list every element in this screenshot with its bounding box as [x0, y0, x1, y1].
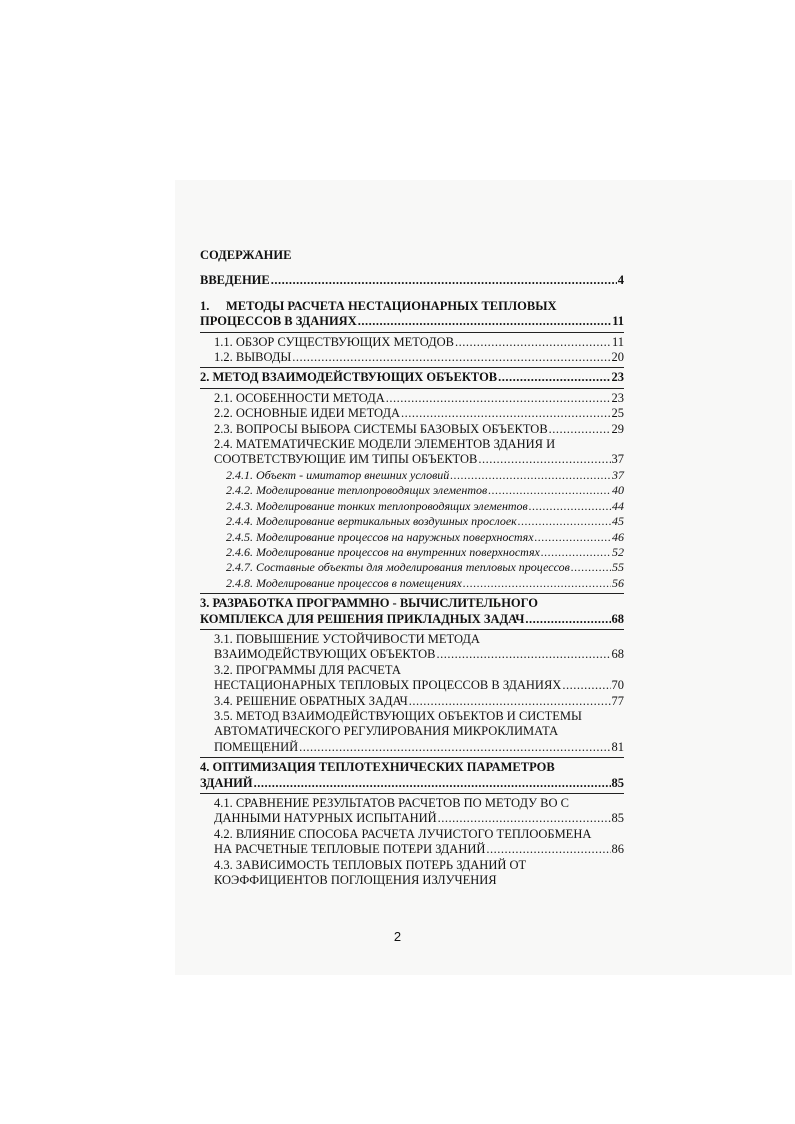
toc-entry-text: 3.4. РЕШЕНИЕ ОБРАТНЫХ ЗАДАЧ: [214, 693, 408, 708]
toc-title: СОДЕРЖАНИЕ: [200, 248, 292, 262]
divider: [200, 757, 624, 758]
divider: [200, 593, 624, 594]
toc-entry-page: 11: [612, 314, 624, 329]
leader-dots: [358, 314, 611, 329]
leader-dots: [486, 842, 610, 857]
toc-entry-page: 23: [611, 370, 624, 385]
divider: [200, 793, 624, 794]
toc-entry-1-2[interactable]: [214, 350, 624, 365]
toc-entry-4-1[interactable]: [214, 796, 624, 827]
toc-entry-text: НЕСТАЦИОНАРНЫХ ТЕПЛОВЫХ ПРОЦЕССОВ В ЗДАНИЯХ: [214, 678, 562, 693]
toc-entry-introduction[interactable]: [200, 273, 624, 288]
toc-entry-text: КОМПЛЕКСА ДЛЯ РЕШЕНИЯ ПРИКЛАДНЫХ ЗАДАЧ: [200, 611, 525, 626]
toc-entry-1-1[interactable]: [214, 335, 624, 350]
table-of-contents: [200, 248, 624, 888]
toc-entry-text: ДАННЫМИ НАТУРНЫХ ИСПЫТАНИЙ: [214, 811, 437, 826]
leader-dots: [299, 740, 610, 755]
toc-entry-page: 85: [611, 775, 624, 790]
leader-dots: [535, 530, 611, 545]
toc-entry-page: 37: [611, 452, 624, 467]
toc-entry-page: 20: [611, 350, 624, 365]
toc-entry-text: 2.4.7. Составные объекты для моделирования тепловых процессов: [226, 560, 570, 575]
leader-dots: [450, 468, 611, 483]
toc-entry-4-3[interactable]: [214, 858, 624, 889]
toc-entry-chapter-3[interactable]: [200, 596, 624, 627]
leader-dots: [463, 576, 611, 591]
toc-entry-2-4-5[interactable]: [226, 530, 624, 545]
toc-entry-3-2[interactable]: [214, 663, 624, 694]
leader-dots: [498, 370, 610, 385]
leader-dots: [438, 811, 611, 826]
toc-entry-page: 45: [612, 514, 624, 529]
toc-entry-page: 81: [611, 739, 624, 754]
toc-entry-text-line1: 3.2. ПРОГРАММЫ ДЛЯ РАСЧЕТА: [214, 662, 401, 677]
toc-entry-page: 52: [612, 544, 624, 559]
toc-entry-text: НА РАСЧЕТНЫЕ ТЕПЛОВЫЕ ПОТЕРИ ЗДАНИЙ: [214, 842, 486, 857]
toc-entry-text: 2.4.5. Моделирование процессов на наружных поверхностях: [226, 529, 534, 544]
leader-dots: [271, 273, 617, 288]
toc-entry-text-line1: 2.4. МАТЕМАТИЧЕСКИЕ МОДЕЛИ ЭЛЕМЕНТОВ ЗДАНИЯ И: [214, 437, 556, 452]
toc-entry-text-line1: 4.1. СРАВНЕНИЕ РЕЗУЛЬТАТОВ РАСЧЕТОВ ПО МЕТОДУ ВО С: [214, 796, 569, 810]
leader-dots: [562, 678, 610, 693]
toc-entry-text: 1.1. ОБЗОР СУЩЕСТВУЮЩИХ МЕТОДОВ: [214, 334, 455, 349]
toc-entry-text-line1: 3.5. МЕТОД ВЗАИМОДЕЙСТВУЮЩИХ ОБЪЕКТОВ И СИСТЕМЫ: [214, 708, 582, 723]
toc-entry-text: 1.2. ВЫВОДЫ: [214, 350, 292, 365]
toc-entry-page: 68: [611, 647, 624, 662]
toc-entry-page: 40: [612, 483, 624, 498]
toc-entry-chapter-1[interactable]: [200, 299, 624, 330]
toc-entry-2-4-2[interactable]: [226, 483, 624, 498]
toc-entry-text: ПРОЦЕССОВ В ЗДАНИЯХ: [200, 314, 357, 329]
leader-dots: [541, 545, 611, 560]
page-number: 2: [393, 929, 402, 944]
leader-dots: [571, 560, 611, 575]
toc-entry-3-5[interactable]: [214, 709, 624, 755]
toc-entry-text: 2.4.2. Моделирование теплопроводящих элементов: [226, 483, 488, 498]
toc-entry-2-1[interactable]: [214, 391, 624, 406]
toc-entry-2-3[interactable]: [214, 422, 624, 437]
leader-dots: [518, 514, 611, 529]
toc-entry-text-line1: 4. ОПТИМИЗАЦИЯ ТЕПЛОТЕХНИЧЕСКИХ ПАРАМЕТРОВ: [200, 760, 555, 775]
leader-dots: [488, 483, 611, 498]
leader-dots: [409, 694, 611, 709]
toc-entry-text: ПОМЕЩЕНИЙ: [214, 739, 299, 754]
toc-entry-page: 25: [611, 406, 624, 421]
toc-entry-text: СООТВЕТСТВУЮЩИЕ ИМ ТИПЫ ОБЪЕКТОВ: [214, 452, 478, 467]
toc-entry-page: 4: [617, 273, 624, 288]
toc-entry-text-line1: 4.3. ЗАВИСИМОСТЬ ТЕПЛОВЫХ ПОТЕРЬ ЗДАНИЙ ОТ: [214, 857, 527, 872]
toc-entry-text: 2.4.4. Моделирование вертикальных воздушных прослоек: [226, 514, 517, 529]
toc-entry-text: 2. МЕТОД ВЗАИМОДЕЙСТВУЮЩИХ ОБЪЕКТОВ: [200, 370, 498, 385]
leader-dots: [386, 391, 611, 406]
toc-entry-text-line2: КОЭФФИЦИЕНТОВ ПОГЛОЩЕНИЯ ИЗЛУЧЕНИЯ: [214, 873, 497, 888]
toc-entry-text: 2.3. ВОПРОСЫ ВЫБОРА СИСТЕМЫ БАЗОВЫХ ОБЪЕКТОВ: [214, 421, 548, 436]
toc-entry-page: 11: [611, 334, 624, 349]
toc-entry-page: 37: [612, 467, 624, 482]
leader-dots: [549, 422, 611, 437]
toc-entry-text-line1: МЕТОДЫ РАСЧЕТА НЕСТАЦИОНАРНЫХ ТЕПЛОВЫХ: [226, 298, 557, 313]
toc-entry-text: ЗДАНИЙ: [200, 775, 253, 790]
toc-entry-text: ВВЕДЕНИЕ: [200, 273, 270, 288]
toc-entry-page: 46: [612, 529, 624, 544]
toc-entry-text: 2.4.1. Объект - имитатор внешних условий: [226, 467, 450, 482]
toc-entry-2-4-1[interactable]: [226, 468, 624, 483]
toc-entry-page: 68: [611, 611, 624, 626]
toc-entry-2-4[interactable]: [214, 437, 624, 468]
toc-entry-page: 77: [611, 693, 624, 708]
toc-entry-text-line1: 4.2. ВЛИЯНИЕ СПОСОБА РАСЧЕТА ЛУЧИСТОГО ТЕПЛООБМЕНА: [214, 826, 592, 841]
toc-entry-3-1[interactable]: [214, 632, 624, 663]
toc-entry-page: 85: [611, 811, 624, 826]
toc-entry-text: 2.4.6. Моделирование процессов на внутренних поверхностях: [226, 544, 540, 559]
toc-entry-text-line1: 3.1. ПОВЫШЕНИЕ УСТОЙЧИВОСТИ МЕТОДА: [214, 631, 480, 646]
leader-dots: [292, 350, 610, 365]
toc-entry-page: 55: [612, 560, 624, 575]
toc-entry-2-4-3[interactable]: [226, 499, 624, 514]
toc-entry-number: 1.: [200, 298, 210, 313]
leader-dots: [525, 612, 610, 627]
toc-entry-text-line1: 3. РАЗРАБОТКА ПРОГРАММНО - ВЫЧИСЛИТЕЛЬНОГО: [200, 596, 539, 611]
toc-entry-2-4-6[interactable]: [226, 545, 624, 560]
toc-entry-page: 56: [612, 575, 624, 590]
toc-entry-3-4[interactable]: [214, 694, 624, 709]
leader-dots: [254, 776, 611, 791]
toc-entry-page: 86: [611, 842, 624, 857]
toc-entry-text: 2.2. ОСНОВНЫЕ ИДЕИ МЕТОДА: [214, 406, 400, 421]
toc-entry-2-4-4[interactable]: [226, 514, 624, 529]
toc-entry-2-4-8[interactable]: [226, 576, 624, 591]
divider: [200, 332, 624, 333]
toc-entry-text: ВЗАИМОДЕЙСТВУЮЩИХ ОБЪЕКТОВ: [214, 647, 436, 662]
toc-entry-text: 2.4.3. Моделирование тонких теплопроводящих элементов: [226, 498, 528, 513]
toc-entry-4-2[interactable]: [214, 827, 624, 858]
leader-dots: [437, 647, 611, 662]
leader-dots: [455, 335, 611, 350]
toc-entry-page: 23: [611, 390, 624, 405]
leader-dots: [529, 499, 611, 514]
toc-entry-text: 2.4.8. Моделирование процессов в помещениях: [226, 575, 462, 590]
toc-entry-chapter-4[interactable]: [200, 760, 624, 791]
leader-dots: [401, 406, 611, 421]
toc-entry-text: 2.1. ОСОБЕННОСТИ МЕТОДА: [214, 390, 385, 405]
leader-dots: [478, 452, 610, 467]
divider: [200, 629, 624, 630]
toc-entry-2-4-7[interactable]: [226, 560, 624, 575]
divider: [200, 367, 624, 368]
toc-entry-page: 44: [612, 498, 624, 513]
toc-entry-2-2[interactable]: [214, 406, 624, 421]
toc-entry-chapter-2[interactable]: [200, 370, 624, 385]
toc-entry-page: 29: [611, 421, 624, 436]
divider: [200, 388, 624, 389]
toc-entry-text-line2: АВТОМАТИЧЕСКОГО РЕГУЛИРОВАНИЯ МИКРОКЛИМАТА: [214, 724, 559, 739]
toc-entry-page: 70: [611, 678, 624, 693]
